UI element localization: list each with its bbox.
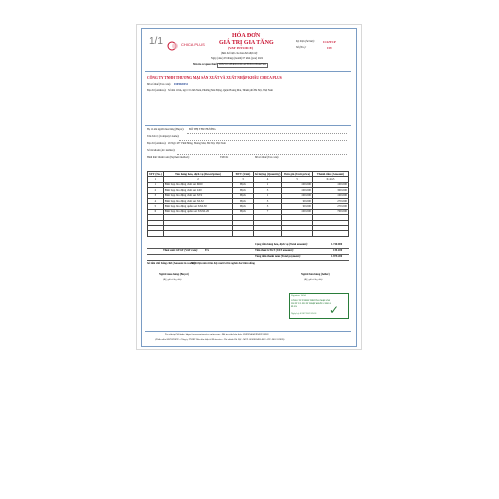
- table-row: [148, 231, 349, 236]
- table-cell: [253, 231, 282, 236]
- dotted-line: [187, 133, 347, 134]
- logo-text: CHICA PLUS: [181, 42, 205, 47]
- tax-authority-code-label: Mã của cơ quan thuế:: [193, 63, 218, 66]
- table-cell: Bím bụp bìa đặng chải sai M60: [163, 182, 232, 187]
- buyer-name-label: Họ và tên người mua hàng (Buyer):: [147, 128, 185, 131]
- seller-signature-label: Người bán hàng (Seller): [301, 273, 330, 276]
- table-cell: Bịch: [233, 193, 254, 198]
- table-cell: [163, 231, 232, 236]
- table-cell: Bịch: [233, 182, 254, 187]
- table-cell: 3: [253, 188, 282, 193]
- table-cell: Bịch: [233, 199, 254, 204]
- provider-info: (Phần mềm M-INVOICE - Công ty TNHH Hóa đơn điện tử M-invoice - Chi nhánh Hà Nội - MST: 0106026495-003 - ĐT: 0852112099): [155, 338, 285, 341]
- table-cell: 100.000: [282, 182, 313, 187]
- table-cell: 2: [148, 188, 164, 193]
- stamp-date: Ngày ký: 03/07/2022 09:18: [291, 313, 317, 315]
- buyer-name: ĐỖ THỊ THU HƯƠNG: [189, 128, 216, 131]
- col-header-quantity: Số lượng (Quantity): [254, 171, 281, 176]
- table-cell: 1: [253, 193, 282, 198]
- table-cell: 100.000: [282, 188, 313, 193]
- amount-in-words-label: Số tiền viết bằng chữ (Amount in words):: [147, 262, 197, 265]
- invoice-vat-label: (VAT INVOICE): [228, 46, 254, 50]
- payment-method-label: Hình thức thanh toán (Payment method):: [147, 156, 190, 159]
- stamp-signer: CÔNG TY TNHH THƯƠNG MẠI SẢN XUẤT VÀ XUẤT NHẬP KHẨU CHICA PLUS: [291, 300, 331, 308]
- vat-amount-label: Tiền thuế GTGT (VAT amount):: [255, 249, 294, 252]
- table-cell: Bịch: [233, 209, 254, 214]
- invoice-date: Ngày (date) 03 tháng (month) 07 năm (year) 2022: [211, 57, 264, 60]
- table-cell: 270.000: [312, 204, 348, 209]
- buyer-company-label: Tên đơn vị (Company's name):: [147, 135, 180, 138]
- col-index: 6=4x5: [312, 177, 348, 182]
- number-value: 159: [327, 46, 332, 50]
- col-index: 5: [282, 177, 313, 182]
- table-cell: 3: [253, 199, 282, 204]
- total-payment-label: Tổng tiền thanh toán (Total payment):: [255, 255, 301, 258]
- col-index: 3: [233, 177, 254, 182]
- stamp-title: Signature Valid: [291, 294, 306, 297]
- table-cell: 3: [148, 193, 164, 198]
- col-index: 2: [163, 177, 232, 182]
- buyer-address: 29 Ngõ 187 Vĩnh Hưng, Hoàng Mai, Hà Nội, Việt Nam: [168, 142, 226, 145]
- seller-signature-hint: (Ký, ghi rõ họ, tên): [304, 278, 323, 281]
- seller-tax-value: 0109020451: [174, 83, 188, 86]
- table-cell: 5: [148, 204, 164, 209]
- table-cell: 100.000: [312, 193, 348, 198]
- serial-label: Ký hiệu (Serial):: [296, 40, 315, 43]
- amount-in-words: Một triệu tám trăm bảy mươi chín nghìn hai trăm đồng: [191, 262, 255, 265]
- table-cell: 6: [148, 209, 164, 214]
- table-cell: Bím bụp bìa đặng quần sai XXL30: [163, 204, 232, 209]
- items-table: [147, 171, 349, 237]
- buyer-signature-hint: (Ký, ghi rõ họ, tên): [163, 278, 182, 281]
- table-cell: Bím bụp bìa đặng quần sai XXXL26: [163, 209, 232, 214]
- buyer-tax-label: Mã số thuế (Tax code):: [255, 156, 280, 159]
- logo-icon: [167, 38, 181, 48]
- buyer-signature-label: Người mua hàng (Buyer): [159, 273, 189, 276]
- number-label: Số (No.):: [296, 46, 307, 49]
- divider: [145, 71, 351, 72]
- divider: [147, 260, 349, 261]
- col-index: 4: [253, 177, 282, 182]
- table-cell: Bím bụp bìa đặng chải sai L60: [163, 188, 232, 193]
- items-table-body: [148, 182, 349, 236]
- seller-address-label: Địa chỉ (Address):: [147, 89, 167, 92]
- subtotal-value: 1.740.000: [331, 243, 343, 246]
- invoice-note: (Bản thể hiện của hóa đơn điện tử): [221, 52, 258, 55]
- subtotal-label: Cộng tiền hàng hóa, dịch vụ (Total amount):: [255, 243, 308, 246]
- table-cell: 100.000: [312, 182, 348, 187]
- col-index: 1: [148, 177, 164, 182]
- divider: [145, 125, 351, 126]
- table-cell: Bịch: [233, 188, 254, 193]
- table-cell: 3: [253, 204, 282, 209]
- col-header-description: Tên hàng hóa, dịch vụ (Description): [163, 172, 232, 177]
- table-cell: 300.000: [312, 188, 348, 193]
- table-cell: 1: [253, 182, 282, 187]
- vat-amount-value: 139.200: [333, 249, 343, 252]
- dotted-line: [177, 154, 347, 155]
- table-cell: [312, 231, 348, 236]
- vat-rate-label: Thuế suất GTGT (VAT rate):: [163, 249, 198, 252]
- col-header-no: STT (No.): [149, 171, 162, 176]
- table-cell: Bịch: [233, 204, 254, 209]
- buyer-account-label: Số tài khoản (AC number):: [147, 149, 176, 152]
- table-cell: 4: [148, 199, 164, 204]
- lookup-info: Tra cứu tại Website: https://www.meinvoice.vn/tra-cuu - Mã tra cứu hóa đơn: 5REN9404EXMCFGIKE: [165, 333, 269, 336]
- invoice-subtitle: GIÁ TRỊ GIA TĂNG: [219, 40, 274, 46]
- tax-authority-code: 00E25CC2B4D6CD6CAEB5E8C8E6AE562: [219, 63, 266, 66]
- checkmark-icon: ✓: [329, 303, 340, 317]
- table-cell: [233, 231, 254, 236]
- invoice-title: HÓA ĐƠN: [232, 33, 261, 39]
- page-indicator: 1/1: [149, 36, 163, 47]
- col-header-unit: ĐVT (Unit): [233, 172, 254, 177]
- seller-address: Số nhà 119A, ngõ 15 Lĩnh Nam, Phường Mai Động, Quận Hoàng Mai, Thành phố Hà Nội, Việt Nam: [168, 89, 273, 92]
- col-header-unit-price: Đơn giá (Unit price): [282, 172, 313, 177]
- table-cell: [148, 231, 164, 236]
- divider: [147, 254, 349, 255]
- dotted-line: [179, 140, 347, 141]
- vat-rate-value: 8%: [205, 249, 210, 252]
- seller-name: CÔNG TY TNHH THƯƠNG MẠI SẢN XUẤT VÀ XUẤT NHẬP KHẨU CHICA PLUS: [147, 76, 282, 80]
- total-payment-value: 1.879.200: [331, 255, 343, 258]
- serial-value: 1C22TCP: [323, 40, 336, 44]
- table-cell: 100.000: [282, 209, 313, 214]
- table-cell: 90.000: [282, 199, 313, 204]
- table-cell: 90.000: [282, 204, 313, 209]
- table-cell: 1: [148, 182, 164, 187]
- table-cell: [282, 231, 313, 236]
- table-cell: Bím bụp bìa đặng chải sai XL32: [163, 199, 232, 204]
- table-cell: 700.000: [312, 209, 348, 214]
- buyer-address-label: Địa chỉ (Address):: [147, 142, 167, 145]
- table-cell: Bím bụp bìa đặng chải sai XT2: [163, 193, 232, 198]
- invoice-page: [137, 25, 361, 349]
- table-cell: 7: [253, 209, 282, 214]
- table-cell: 100.000: [282, 193, 313, 198]
- col-header-amount: Thành tiền (Amount): [312, 172, 348, 177]
- table-cell: 270.000: [312, 199, 348, 204]
- payment-method: TM/CK: [220, 156, 229, 159]
- divider: [145, 331, 351, 332]
- seller-tax-label: Mã số thuế (Tax code):: [147, 83, 172, 86]
